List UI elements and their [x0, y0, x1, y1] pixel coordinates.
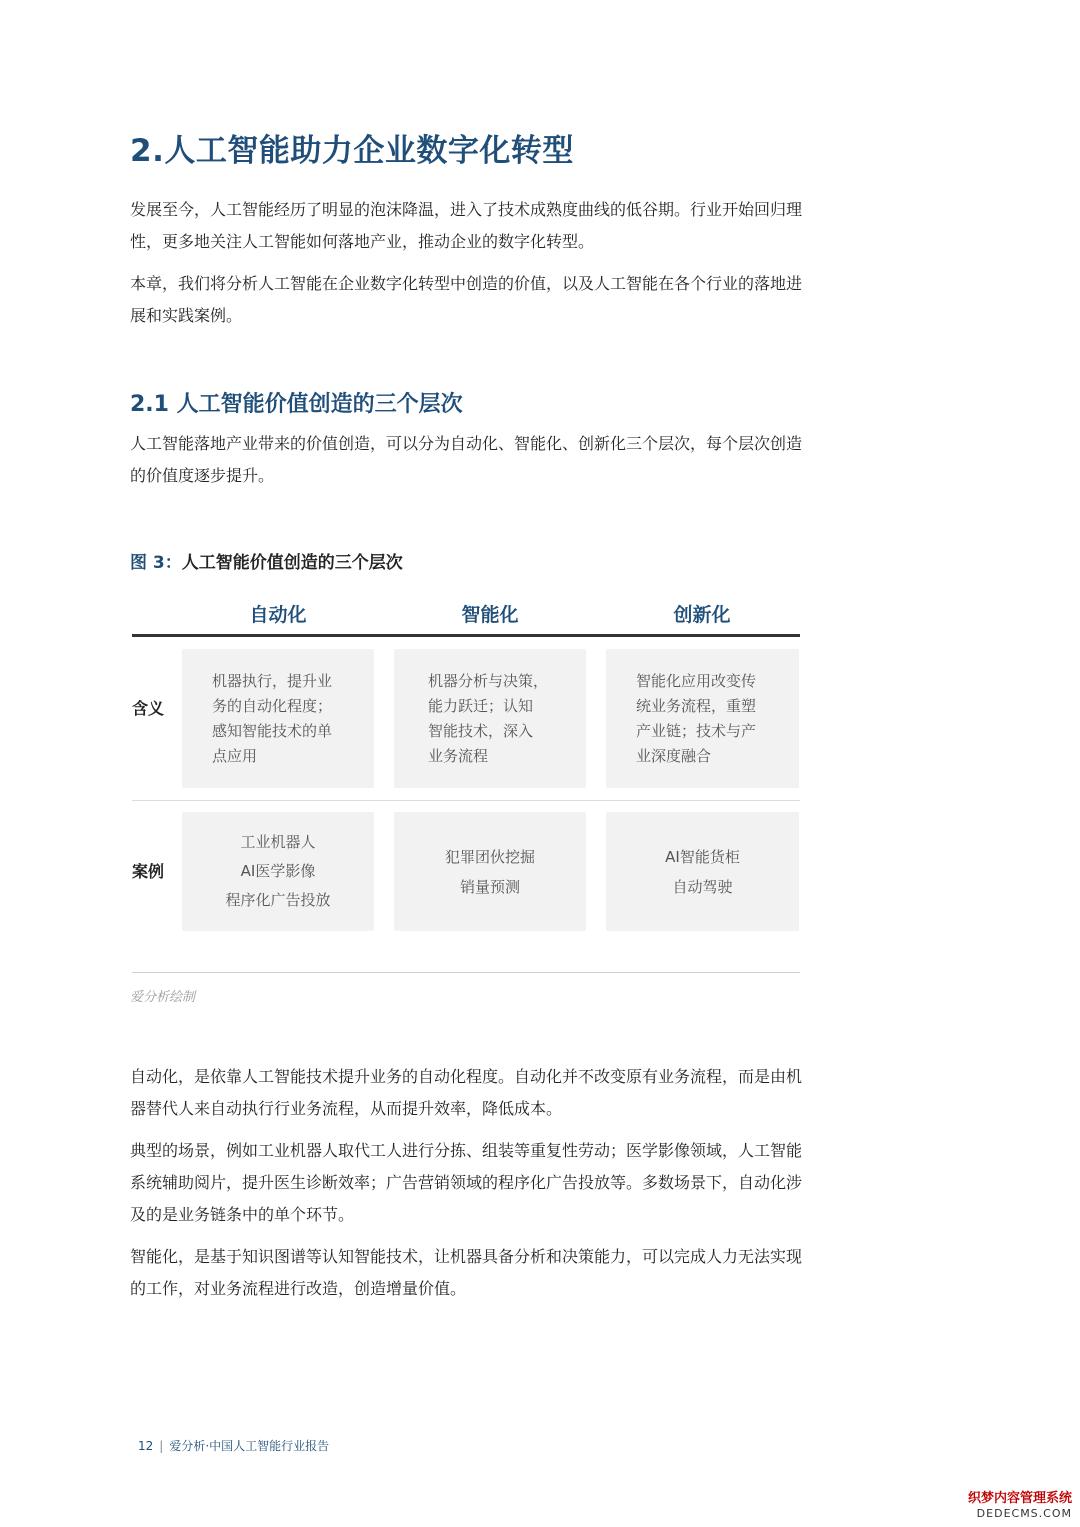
cell-text: AI智能货柜 自动驾驶 — [665, 847, 740, 896]
figure-label: 图 3： — [130, 553, 182, 573]
watermark-domain: DEDECMS.COM — [976, 1507, 1072, 1520]
row-label-meaning: 含义 — [132, 699, 165, 718]
table-cell-cases-innovation — [606, 812, 799, 931]
cell-text: 机器分析与决策， 能力跃迁；认知 智能技术，深入 业务流程 — [428, 671, 549, 765]
cell-text: 机器执行，提升业 务的自动化程度； 感知智能技术的单 点应用 — [212, 671, 333, 765]
body-paragraph-2: 典型的场景，例如工业机器人取代工人进行分拣、组装等重复性劳动；医学影像领域，人工智能系统辅助阅片，提升医生诊断效率；广告营销领域的程序化广告投放等。多数场景下，自动化涉及的是业务链条中的单个环节。 — [130, 1141, 803, 1224]
table-bottom-rule — [132, 972, 800, 973]
report-name: 爱分析·中国人工智能行业报告 — [169, 1439, 330, 1453]
page-number: 12 — [138, 1439, 154, 1453]
section-heading: 2.1 人工智能价值创造的三个层次 — [130, 392, 463, 417]
body-paragraph-3: 智能化，是基于知识图谱等认知智能技术，让机器具备分析和决策能力，可以完成人力无法实现的工作，对业务流程进行改造，创造增量价值。 — [130, 1247, 803, 1298]
column-header-innovation: 创新化 — [673, 604, 731, 626]
watermark-text: 织梦内容管理系统 — [967, 1491, 1072, 1506]
cell-text: 工业机器人 AI医学影像 程序化广告投放 — [225, 833, 331, 909]
table-cell-meaning-innovation — [606, 649, 799, 788]
intro-paragraph-1: 发展至今，人工智能经历了明显的泡沫降温，进入了技术成熟度曲线的低谷期。行业开始回归理性，更多地关注人工智能如何落地产业，推动企业的数字化转型。 — [130, 200, 803, 251]
cell-text: 犯罪团伙挖掘 销量预测 — [444, 847, 535, 896]
table-cell-meaning-intelligence — [394, 649, 586, 788]
column-header-intelligence: 智能化 — [461, 604, 519, 626]
body-paragraph-1: 自动化，是依靠人工智能技术提升业务的自动化程度。自动化并不改变原有业务流程，而是由机器替代人来自动执行行业务流程，从而提升效率，降低成本。 — [130, 1067, 803, 1118]
table-cell-cases-intelligence — [394, 812, 586, 931]
footer-separator: | — [159, 1439, 164, 1453]
table-cell-meaning-automation — [182, 649, 374, 788]
row-label-cases: 案例 — [132, 862, 165, 881]
figure-source: 爱分析绘制 — [130, 990, 196, 1005]
figure-title: 人工智能价值创造的三个层次 — [181, 553, 403, 573]
page-footer — [138, 1436, 329, 1456]
figure-caption — [130, 548, 403, 578]
intro-paragraph-2: 本章，我们将分析人工智能在企业数字化转型中创造的价值，以及人工智能在各个行业的落地进展和实践案例。 — [130, 274, 803, 325]
section-paragraph: 人工智能落地产业带来的价值创造，可以分为自动化、智能化、创新化三个层次，每个层次创造的价值度逐步提升。 — [130, 434, 803, 485]
table-cell-cases-automation — [182, 812, 374, 931]
chapter-heading: 2.人工智能助力企业数字化转型 — [130, 133, 574, 169]
table-header-rule — [132, 634, 800, 637]
watermark — [968, 1491, 1072, 1521]
cell-text: 智能化应用改变传 统业务流程，重塑 产业链；技术与产 业深度融合 — [636, 671, 757, 765]
table-row-divider — [132, 800, 800, 801]
column-header-automation: 自动化 — [249, 604, 307, 626]
